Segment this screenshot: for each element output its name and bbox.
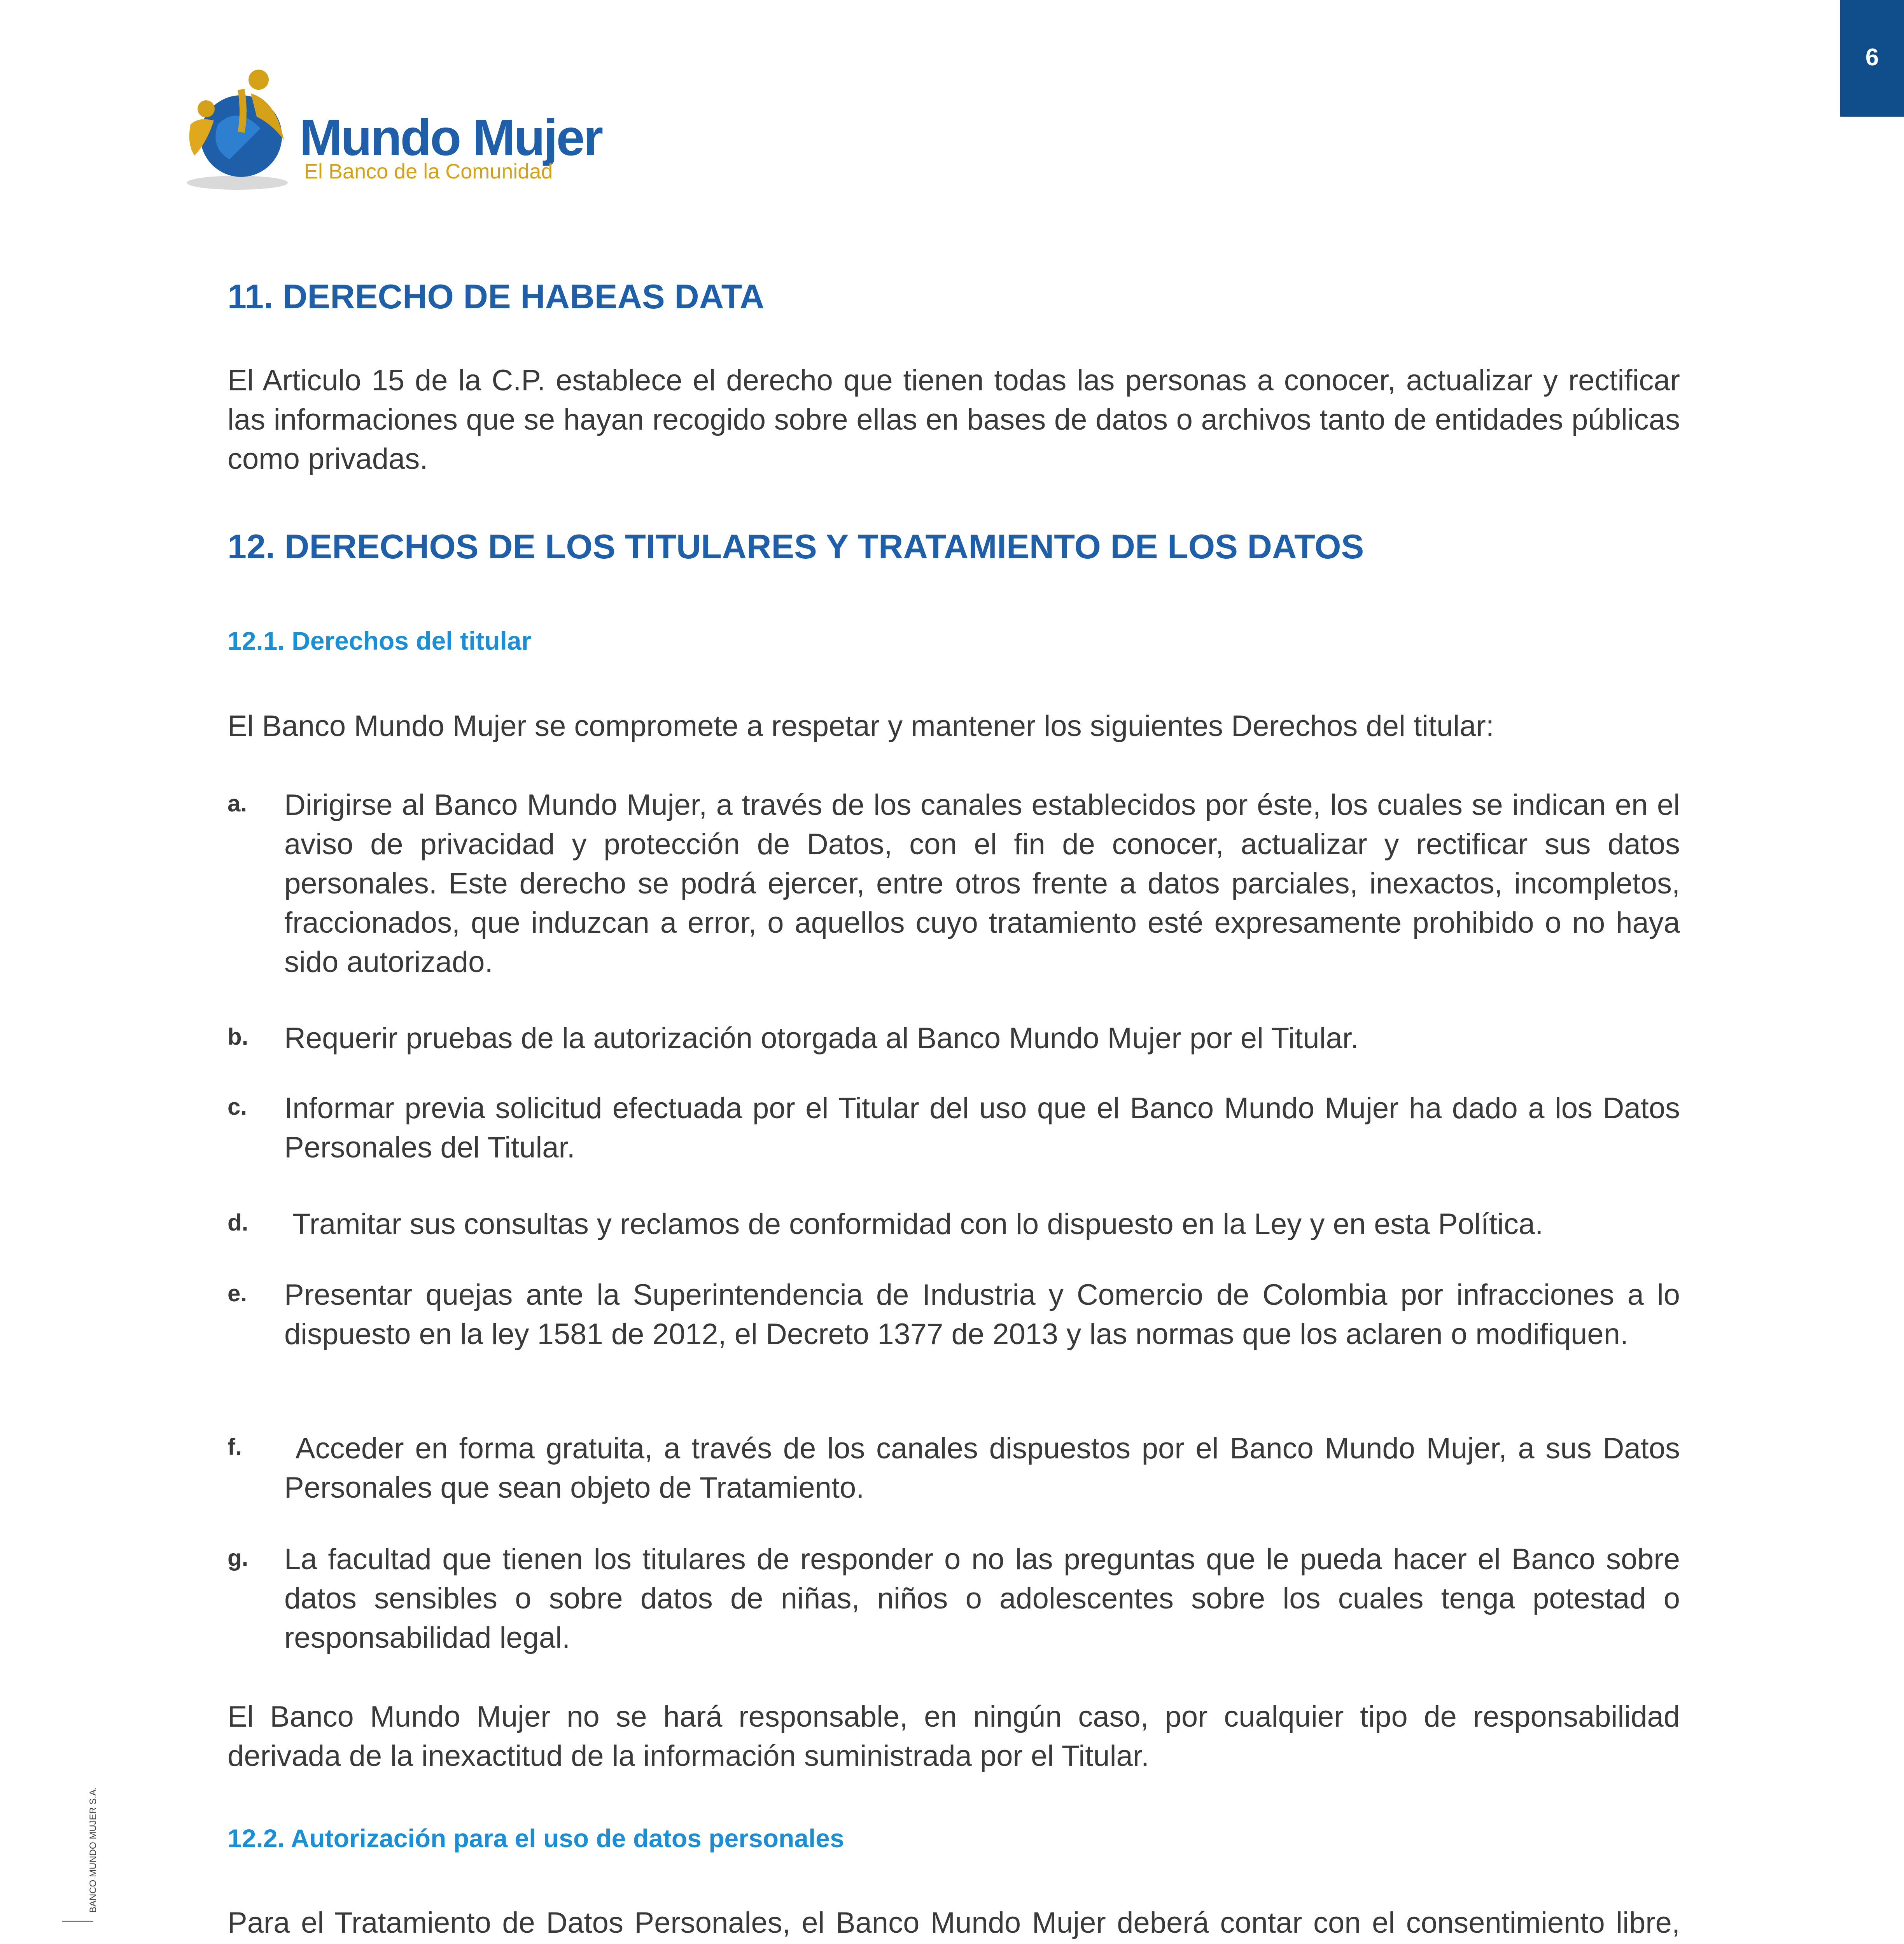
rights-intro: El Banco Mundo Mujer se compromete a respetar y mantener los siguientes Derechos del titular: bbox=[228, 710, 1494, 743]
page-number-tab bbox=[1840, 0, 1904, 117]
page-number: 6 bbox=[1865, 44, 1879, 71]
list-item-text: Tramitar sus consultas y reclamos de conformidad con lo dispuesto en la Ley y en esta Política. bbox=[284, 1208, 1544, 1241]
list-item-text: Dirigirse al Banco Mundo Mujer, a través de los canales establecidos por éste, los cuales se indican en el aviso de privacidad y protección de Datos, con el fin de conocer, actualizar y rectificar sus datos personales. Este derecho se podrá ejercer, entre otros frente a datos parciales, inexactos, incompletos, fraccionados, que induzcan a error, o aquellos cuyo tratamiento esté expresamente prohibido o no haya sido autorizado. bbox=[284, 788, 1680, 979]
list-item-text: Requerir pruebas de la autorización otorgada al Banco Mundo Mujer por el Titular. bbox=[284, 1022, 1359, 1055]
vigilado-divider bbox=[62, 1921, 93, 1922]
list-item-letter: b. bbox=[228, 1024, 248, 1050]
list-item-letter: g. bbox=[228, 1545, 248, 1571]
closing-paragraph: El Banco Mundo Mujer no se hará responsable, en ningún caso, por cualquier tipo de responsabilidad derivada de la inexactitud de la información suministrada por el Titular. bbox=[228, 1700, 1680, 1773]
authorization-paragraph: Para el Tratamiento de Datos Personales, el Banco Mundo Mujer deberá contar con el consentimiento libre, bbox=[228, 1906, 1680, 1939]
list-item-letter: f. bbox=[228, 1434, 242, 1460]
list-item-letter: d. bbox=[228, 1210, 248, 1236]
list-item-text: La facultad que tienen los titulares de responder o no las preguntas que le pueda hacer el Banco sobre datos sensibles o sobre datos de niñas, niños o adolescentes sobre los cuales tenga potestad o responsabilidad legal. bbox=[284, 1543, 1680, 1654]
list-item-letter: c. bbox=[228, 1094, 247, 1120]
logo-emblem-icon bbox=[183, 66, 307, 198]
section-12-title: 12. DERECHOS DE LOS TITULARES Y TRATAMIENTO DE LOS DATOS bbox=[228, 527, 1364, 566]
logo-name: Mundo Mujer bbox=[299, 109, 602, 166]
vigilado-bank: BANCO MUNDO MUJER S.A. bbox=[88, 1787, 98, 1913]
list-item-text: Presentar quejas ante la Superintendencia de Industria y Comercio de Colombia por infracciones a lo dispuesto en la ley 1581 de 2012, el Decreto 1377 de 2013 y las normas que los aclaren o modifiquen. bbox=[284, 1278, 1680, 1351]
list-item-text: Acceder en forma gratuita, a través de los canales dispuestos por el Banco Mundo Mujer, a sus Datos Personales que sean objeto de Tratamiento. bbox=[284, 1432, 1689, 1504]
section-11-title: 11. DERECHO DE HABEAS DATA bbox=[228, 277, 765, 316]
subsection-12-1-title: 12.1. Derechos del titular bbox=[228, 626, 532, 655]
logo-tagline: El Banco de la Comunidad bbox=[304, 160, 553, 183]
section-11-paragraph: El Articulo 15 de la C.P. establece el derecho que tienen todas las personas a conocer, actualizar y rectificar las informaciones que se hayan recogido sobre ellas en bases de datos o archivos tanto de entidades públicas como privadas. bbox=[228, 364, 1680, 476]
list-item-letter: a. bbox=[228, 790, 247, 816]
subsection-12-2-title: 12.2. Autorización para el uso de datos personales bbox=[228, 1824, 844, 1853]
list-item-letter: e. bbox=[228, 1280, 247, 1306]
list-item-text: Informar previa solicitud efectuada por el Titular del uso que el Banco Mundo Mujer ha dado a los Datos Personales del Titular. bbox=[284, 1092, 1680, 1164]
brand-logo bbox=[183, 66, 611, 206]
